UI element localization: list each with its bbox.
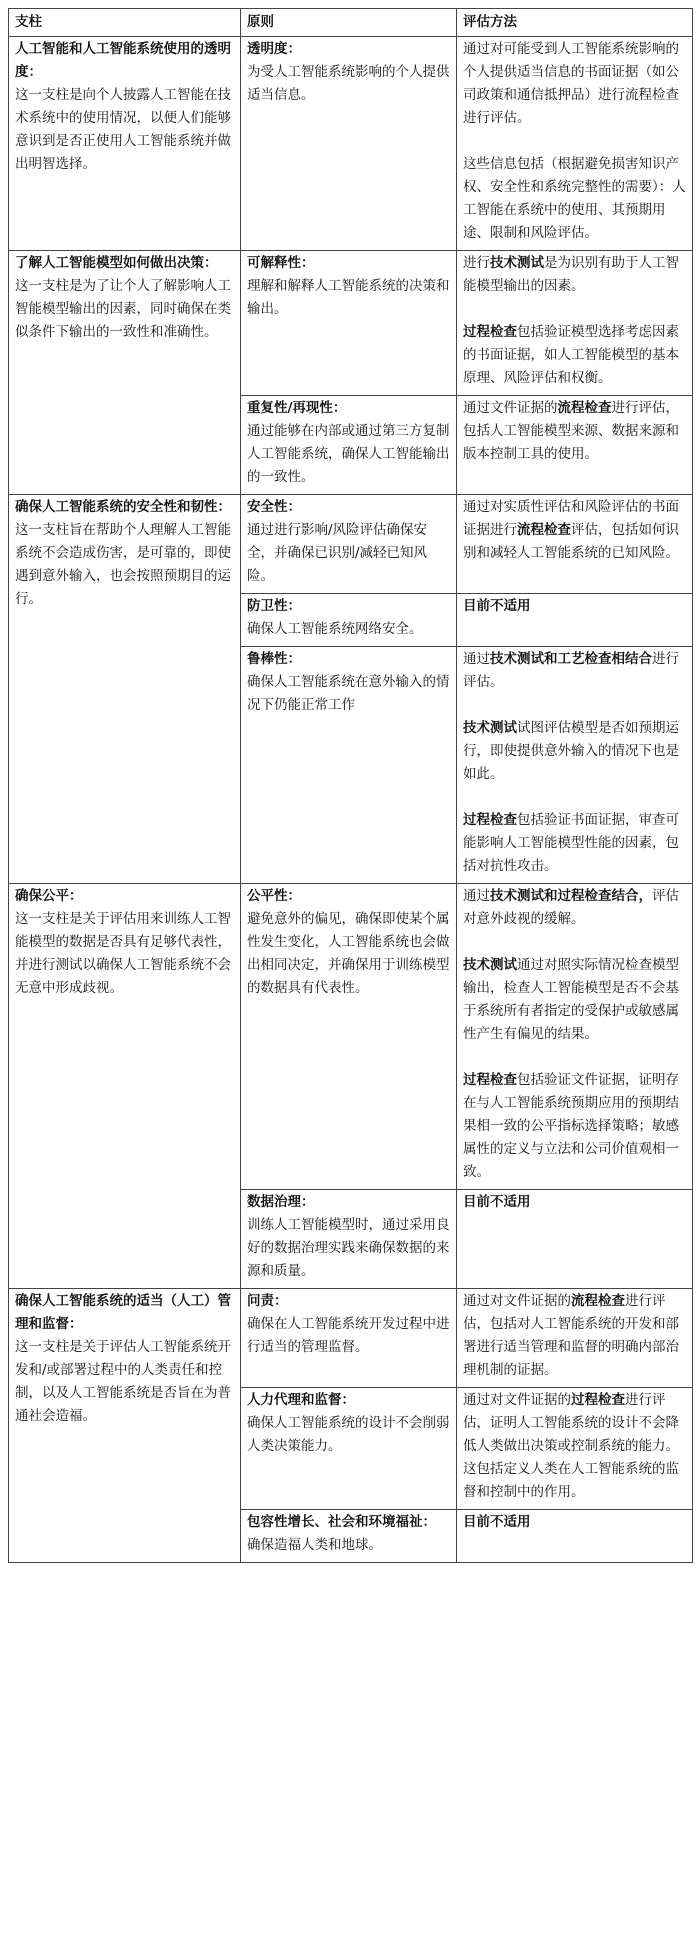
- pillar-cell: [9, 495, 241, 884]
- evaluation-bold-text: 技术测试和工艺检查相结合: [490, 651, 652, 667]
- principle-cell: [241, 251, 457, 396]
- evaluation-text: 进行评估。: [463, 651, 679, 690]
- principle-cell: [241, 495, 457, 594]
- pillar-cell: [9, 884, 241, 1289]
- evaluation-text: 评估，包括如何识别和减轻人工智能系统的已知风险。: [463, 522, 679, 561]
- evaluation-cell: [457, 884, 693, 1190]
- principle-description: 通过进行影响/风险评估确保安全，并确保已识别/减轻已知风险。: [247, 522, 428, 584]
- evaluation-bold-text: 过程检查: [571, 1392, 625, 1408]
- evaluation-bold-text: 技术测试: [463, 957, 517, 973]
- evaluation-text: 通过对实质性评估和风险评估的书面证据进行: [463, 499, 679, 538]
- evaluation-text: 通过对文件证据的: [463, 1392, 571, 1408]
- evaluation-text: 进行评估，包括人工智能模型来源、数据来源和版本控制工具的使用。: [463, 400, 679, 462]
- evaluation-paragraph: [463, 38, 686, 130]
- principle-cell: [241, 396, 457, 495]
- principle-cell: [241, 647, 457, 884]
- principle-description: 为受人工智能系统影响的个人提供适当信息。: [247, 64, 450, 103]
- evaluation-paragraph: [463, 595, 686, 618]
- evaluation-bold-text: 过程检查: [463, 812, 517, 828]
- principle-cell: [241, 1289, 457, 1388]
- evaluation-paragraph: [463, 321, 686, 390]
- header-principle: 原则: [241, 9, 457, 37]
- evaluation-bold-text: 流程检查: [557, 400, 612, 416]
- principle-description: 确保人工智能系统网络安全。: [247, 621, 423, 637]
- evaluation-paragraph: [463, 397, 686, 466]
- framework-table: [8, 8, 693, 1563]
- principle-description: 确保在人工智能系统开发过程中进行适当的管理监督。: [247, 1316, 450, 1355]
- pillar-title: 了解人工智能模型如何做出决策：: [15, 255, 218, 271]
- evaluation-text: 包括验证模型选择考虑因素的书面证据，如人工智能模型的基本原理、风险评估和权衡。: [463, 324, 679, 386]
- pillar-title: 确保人工智能系统的适当（人工）管理和监督：: [15, 1293, 231, 1332]
- pillar-title: 确保公平：: [15, 888, 83, 904]
- principle-cell: [241, 1510, 457, 1563]
- evaluation-bold-text: 过程检查: [463, 1072, 517, 1088]
- evaluation-cell: [457, 1289, 693, 1388]
- principle-description: 通过能够在内部或通过第三方复制人工智能系统，确保人工智能输出的一致性。: [247, 423, 450, 485]
- evaluation-bold-text: 目前不适用: [463, 1514, 531, 1530]
- header-row: [9, 9, 693, 37]
- evaluation-cell: [457, 594, 693, 647]
- evaluation-paragraph: [463, 1511, 686, 1534]
- evaluation-paragraph: [463, 1191, 686, 1214]
- evaluation-bold-text: 目前不适用: [463, 598, 531, 614]
- principle-title: 可解释性：: [247, 255, 315, 271]
- pillar-cell: [9, 1289, 241, 1563]
- principle-description: 确保人工智能系统的设计不会削弱人类决策能力。: [247, 1415, 450, 1454]
- evaluation-paragraph: [463, 809, 686, 878]
- evaluation-text: 进行评估，包括对人工智能系统的开发和部署进行适当管理和监督的明确内部治理机制的证据。: [463, 1293, 679, 1378]
- evaluation-bold-text: 过程检查: [463, 324, 517, 340]
- principle-cell: [241, 594, 457, 647]
- evaluation-bold-text: 流程检查: [571, 1293, 625, 1309]
- evaluation-cell: [457, 647, 693, 884]
- evaluation-bold-text: 目前不适用: [463, 1194, 531, 1210]
- pillar-cell: [9, 251, 241, 495]
- pillar-description: 这一支柱是为了让个人了解影响人工智能模型输出的因素，同时确保在类似条件下输出的一致性和准确性。: [15, 278, 231, 340]
- pillar-description: 这一支柱是向个人披露人工智能在技术系统中的使用情况，以便人们能够意识到是否正使用人工智能系统并做出明智选择。: [15, 87, 231, 172]
- evaluation-text: 这些信息包括（根据避免损害知识产权、安全性和系统完整性的需要）：人工智能在系统中的使用、其预期用途、限制和风险评估。: [463, 156, 686, 241]
- table-row: [9, 495, 693, 594]
- principle-description: 避免意外的偏见，确保即使某个属性发生变化，人工智能系统也会做出相同决定，并确保用于训练模型的数据具有代表性。: [247, 911, 450, 996]
- principle-description: 理解和解释人工智能系统的决策和输出。: [247, 278, 450, 317]
- evaluation-cell: [457, 37, 693, 251]
- evaluation-text: 试图评估模型是否如预期运行，即使提供意外输入的情况下也是如此。: [463, 720, 679, 782]
- evaluation-bold-text: 技术测试和过程检查结合，: [490, 888, 652, 904]
- pillar-cell: [9, 37, 241, 251]
- evaluation-cell: [457, 1190, 693, 1289]
- evaluation-text: 通过: [463, 651, 490, 667]
- principle-title: 人力代理和监督：: [247, 1392, 355, 1408]
- pillar-description: 这一支柱旨在帮助个人理解人工智能系统不会造成伤害，是可靠的，即使遇到意外输入，也会按照预期目的运行。: [15, 522, 231, 607]
- principle-title: 鲁棒性：: [247, 651, 301, 667]
- table-row: [9, 37, 693, 251]
- evaluation-text: 通过对可能受到人工智能系统影响的个人提供适当信息的书面证据（如公司政策和通信抵押品）进行流程检查进行评估。: [463, 41, 679, 126]
- evaluation-cell: [457, 495, 693, 594]
- evaluation-cell: [457, 1388, 693, 1510]
- evaluation-text: 通过: [463, 888, 490, 904]
- evaluation-paragraph: [463, 496, 686, 565]
- evaluation-paragraph: [463, 717, 686, 786]
- evaluation-text: 是为识别有助于人工智能模型输出的因素。: [463, 255, 679, 294]
- evaluation-paragraph: [463, 1389, 686, 1504]
- principle-title: 重复性/再现性：: [247, 400, 347, 416]
- pillar-title: 确保人工智能系统的安全性和韧性：: [15, 499, 231, 515]
- evaluation-paragraph: [463, 885, 686, 931]
- evaluation-text: 评估对意外歧视的缓解。: [463, 888, 679, 927]
- principle-title: 防卫性：: [247, 598, 301, 614]
- principle-title: 公平性：: [247, 888, 301, 904]
- principle-title: 透明度：: [247, 41, 301, 57]
- principle-title: 安全性：: [247, 499, 301, 515]
- evaluation-text: 通过文件证据的: [463, 400, 558, 416]
- evaluation-text: 包括验证文件证据，证明存在与人工智能系统预期应用的预期结果相一致的公平指标选择策略；敏感属性的定义与立法和公司价值观相一致。: [463, 1072, 679, 1180]
- header-pillar: 支柱: [9, 9, 241, 37]
- principle-description: 训练人工智能模型时，通过采用良好的数据治理实践来确保数据的来源和质量。: [247, 1217, 450, 1279]
- evaluation-cell: [457, 251, 693, 396]
- principle-title: 问责：: [247, 1293, 288, 1309]
- principle-cell: [241, 1388, 457, 1510]
- principle-title: 数据治理：: [247, 1194, 315, 1210]
- evaluation-paragraph: [463, 153, 686, 245]
- evaluation-paragraph: [463, 252, 686, 298]
- principle-title: 包容性增长、社会和环境福祉：: [247, 1514, 436, 1530]
- evaluation-paragraph: [463, 954, 686, 1046]
- principle-cell: [241, 37, 457, 251]
- principle-cell: [241, 1190, 457, 1289]
- table-row: [9, 1289, 693, 1388]
- evaluation-text: 通过对照实际情况检查模型输出，检查人工智能模型是否不会基于系统所有者指定的受保护或敏感属性产生有偏见的结果。: [463, 957, 679, 1042]
- evaluation-cell: [457, 1510, 693, 1563]
- header-evaluation: 评估方法: [457, 9, 693, 37]
- pillar-title: 人工智能和人工智能系统使用的透明度：: [15, 41, 231, 80]
- evaluation-text: 通过对文件证据的: [463, 1293, 571, 1309]
- evaluation-cell: [457, 396, 693, 495]
- principle-description: 确保人工智能系统在意外输入的情况下仍能正常工作: [247, 674, 450, 713]
- evaluation-paragraph: [463, 648, 686, 694]
- evaluation-bold-text: 技术测试: [490, 255, 544, 271]
- principle-description: 确保造福人类和地球。: [247, 1537, 382, 1553]
- evaluation-text: 包括验证书面证据，审查可能影响人工智能模型性能的因素，包括对抗性攻击。: [463, 812, 679, 874]
- evaluation-text: 进行评估，证明人工智能系统的设计不会降低人类做出决策或控制系统的能力。这包括定义人类在人工智能系统的监督和控制中的作用。: [463, 1392, 679, 1500]
- evaluation-text: 进行: [463, 255, 490, 271]
- evaluation-bold-text: 技术测试: [463, 720, 517, 736]
- evaluation-paragraph: [463, 1290, 686, 1382]
- table-row: [9, 884, 693, 1190]
- table-body: [9, 37, 693, 1563]
- evaluation-paragraph: [463, 1069, 686, 1184]
- evaluation-bold-text: 流程检查: [517, 522, 571, 538]
- principle-cell: [241, 884, 457, 1190]
- table-row: [9, 251, 693, 396]
- pillar-description: 这一支柱是关于评估人工智能系统开发和/或部署过程中的人类责任和控制，以及人工智能系统是否旨在为普通社会造福。: [15, 1339, 231, 1424]
- pillar-description: 这一支柱是关于评估用来训练人工智能模型的数据是否具有足够代表性，并进行测试以确保人工智能系统不会无意中形成歧视。: [15, 911, 231, 996]
